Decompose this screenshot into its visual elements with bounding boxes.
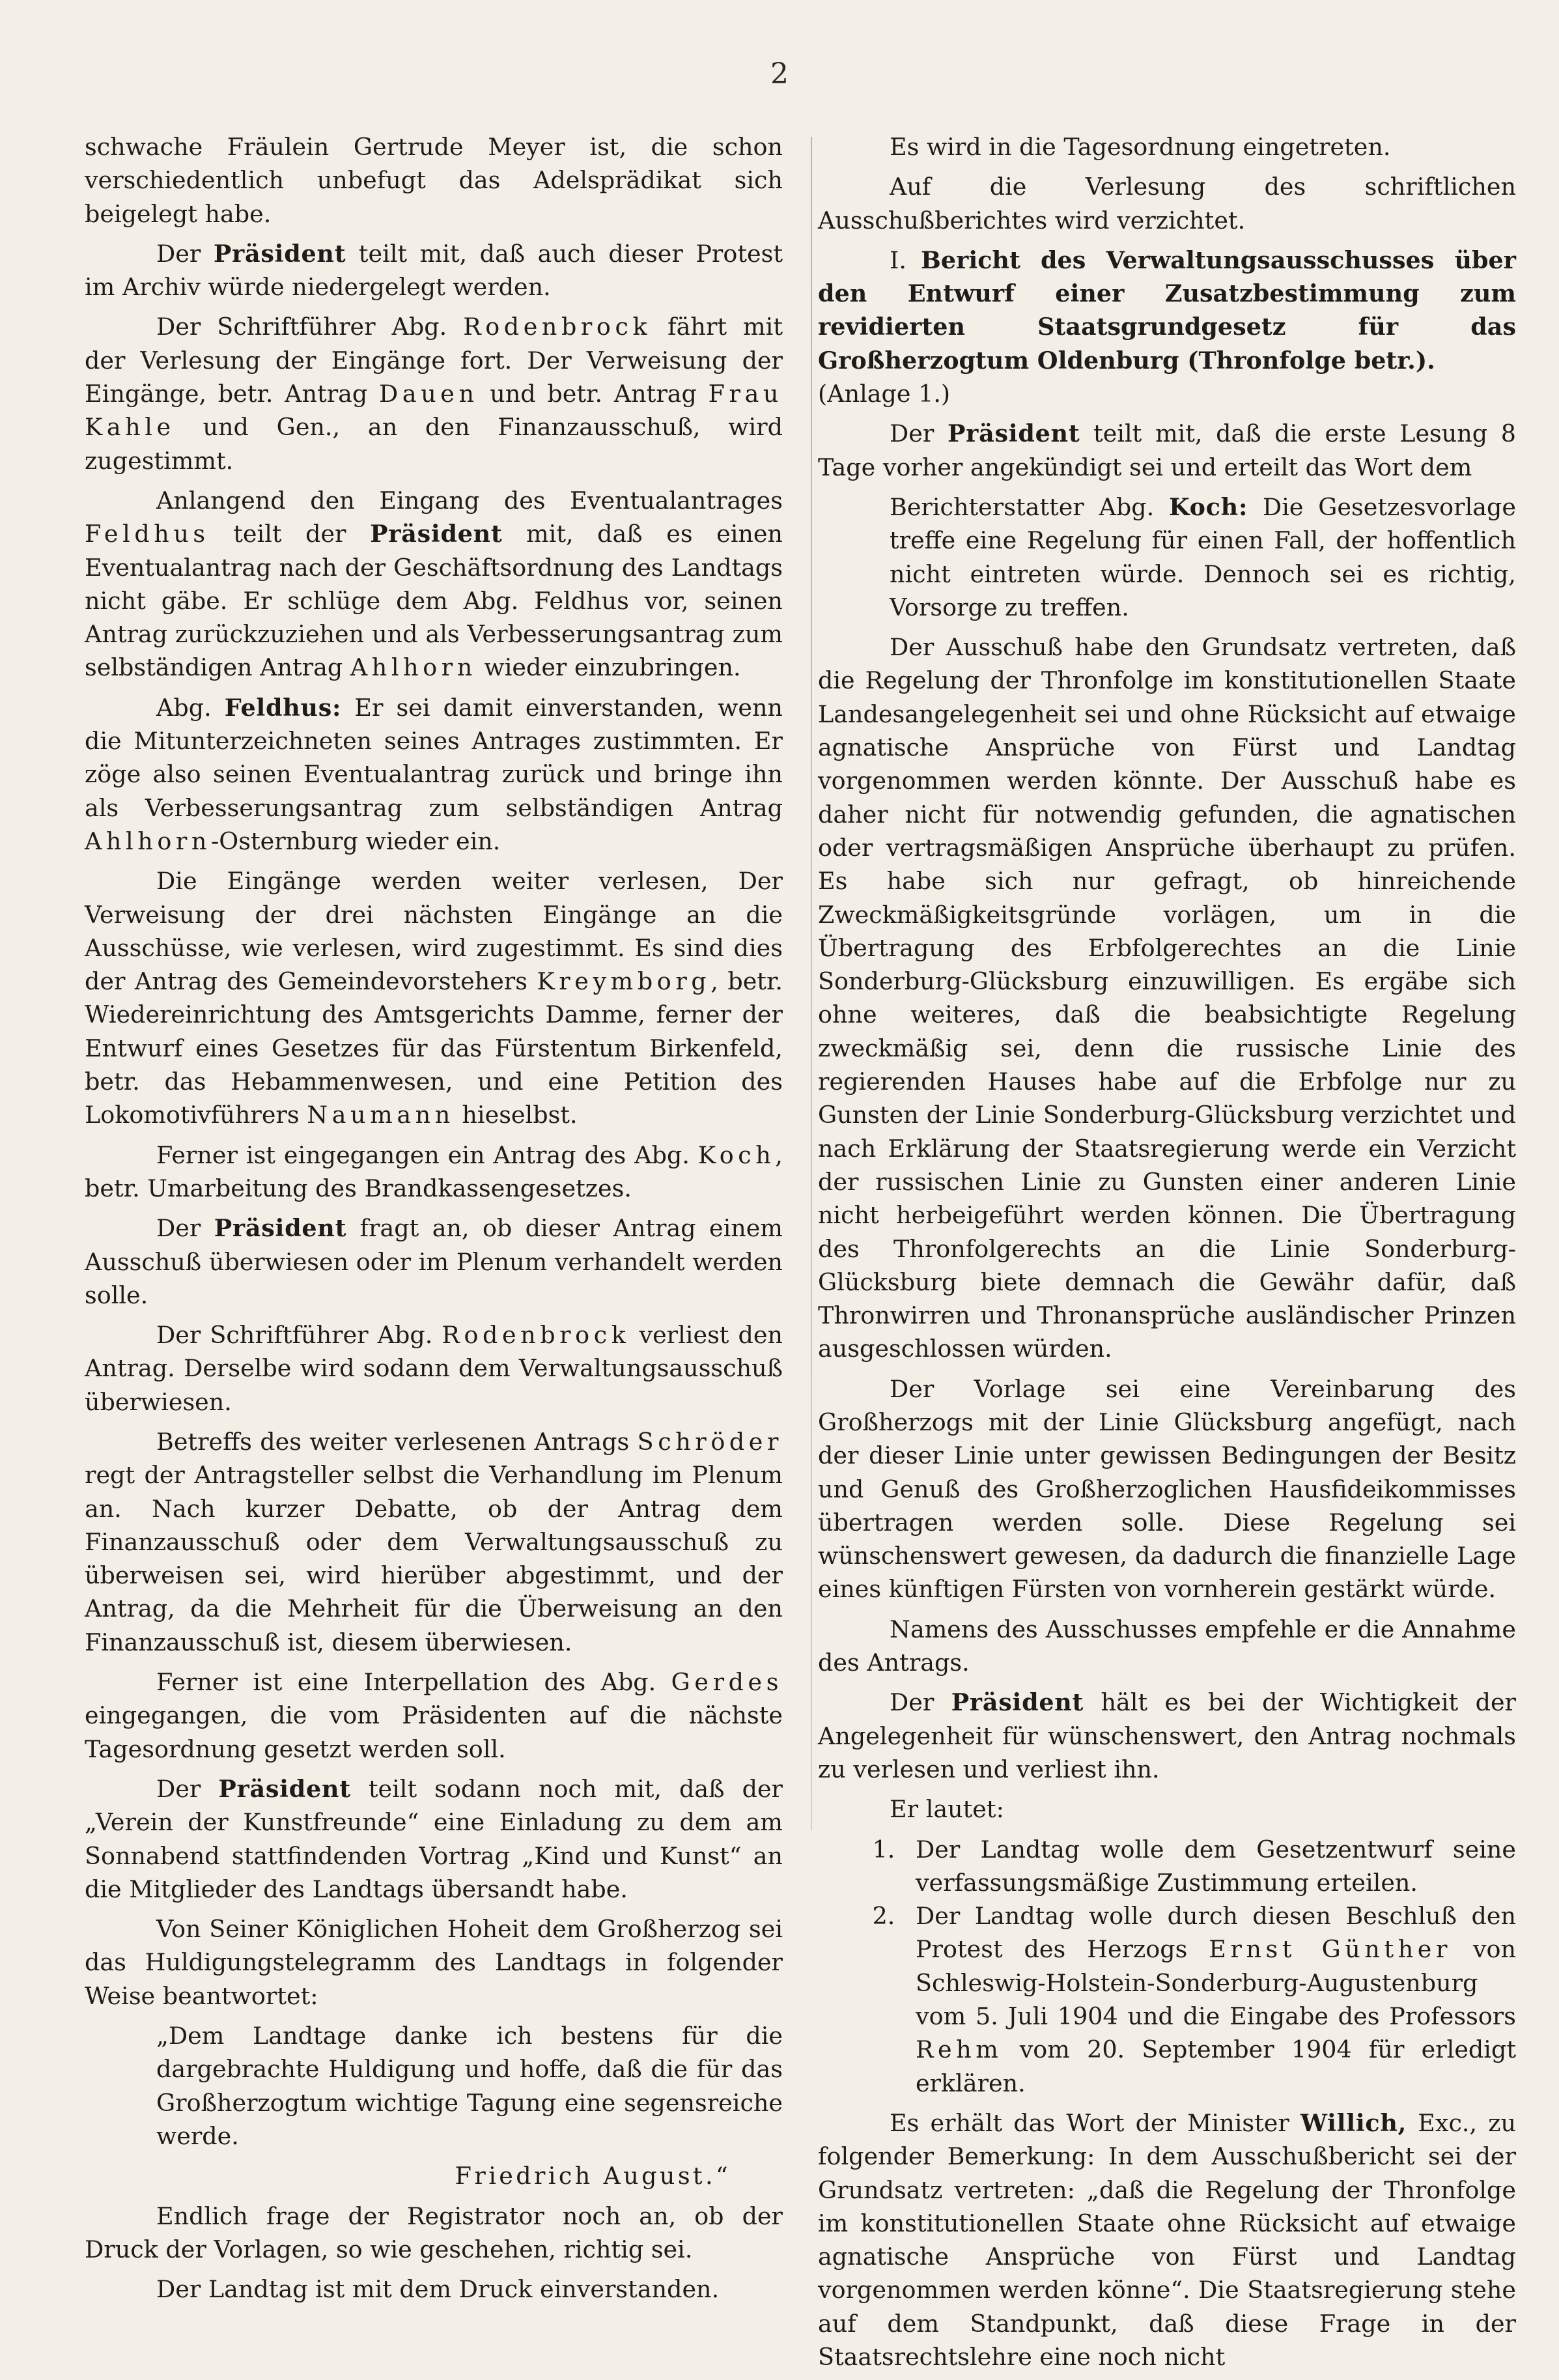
paragraph: Ferner ist eingegangen ein Antrag des Abg. Koch, betr. Umarbeitung des Brandkassengesetzes. [85, 1140, 783, 1202]
paragraph: Der Präsident fragt an, ob dieser Antrag einem Ausschuß überwiesen oder im Plenum verhandelt werden solle. [85, 1214, 783, 1309]
paragraph: Der Präsident teilt mit, daß die erste Lesung 8 Tage vorher angekündigt sei und erteilt das Wort dem [818, 419, 1517, 481]
left-column [85, 130, 783, 2312]
paragraph: Der Präsident hält es bei der Wichtigkeit der Angelegenheit für wünschenswert, den Antrag nochmals zu verlesen und verliest ihn. [818, 1688, 1516, 1783]
paragraph: Endlich frage der Registrator noch an, ob der Druck der Vorlagen, so wie geschehen, richtig sei. [85, 2202, 783, 2263]
speaker-name: Präsident [951, 1688, 1084, 1717]
speaker-name: Feldhus: [224, 693, 342, 722]
telegram-quote: „Dem Landtage danke ich bestens für die dargebrachte Huldigung und hoffe, daß die für das Großherzogtum wichtige Tagung eine segensreiche werde. [156, 2022, 783, 2150]
signature: Friedrich August.“ [455, 2162, 731, 2190]
paragraph: schwache Fräulein Gertrude Meyer ist, die schon verschiedentlich unbefugt das Adelsprädikat sich beigelegt habe. [85, 133, 783, 228]
paragraph: Es erhält das Wort der Minister Willich, Exc., zu folgender Bemerkung: In dem Ausschußbericht sei der Grundsatz vertreten: „daß die Regelung der Thronfolge im konstitutionellen Staate ohne Rücksicht auf etwaige agnatische Ansprüche von Fürst und Landtag vorgenommen werden könne“. Die Staatsregierung stehe auf dem Standpunkt, daß diese Frage in der Staatsrechtslehre eine noch nicht [818, 2108, 1516, 2371]
list-item: 2. Der Landtag wolle durch diesen Beschluß den Protest des Herzogs Ernst Günther von Schleswig-Holstein-Sonderburg-Augustenburg vom 5. Juli 1904 und die Eingabe des Professors Rehm vom 20. September 1904 für erledigt erklären. [903, 1899, 1516, 2100]
speaker-name: Präsident [214, 1214, 347, 1243]
paragraph: Abg. Feldhus: Er sei damit einverstanden, wenn die Mitunterzeichneten seines Antrages zustimmten. Er zöge also seinen Eventualantrag zurück und bringe ihn als Verbesserungsantrag zum selbständigen Antrag Ahlhorn-Osternburg wieder ein. [85, 693, 783, 855]
paragraph: Von Seiner Königlichen Hoheit dem Großherzog sei das Huldigungstelegramm des Landtags in folgender Weise beantwortet: [85, 1915, 783, 2010]
speaker-name: Präsident [370, 520, 503, 548]
paragraph: Der Ausschuß habe den Grundsatz vertreten, daß die Regelung der Thronfolge im konstitutionellen Staate Landesangelegenheit sei und ohne Rücksicht auf etwaige agnatische Ansprüche von Fürst und Landtag vorgenommen werden könnte. Der Ausschuß habe es daher nicht für notwendig gefunden, die agnatischen oder vertragsmäßigen Ansprüche überhaupt zu prüfen. Es habe sich nur gefragt, ob hinreichende Zweckmäßigkeitsgründe vorlägen, um in die Übertragung des Erbfolgerechtes an die Linie Sonderburg-Glücksburg einzuwilligen. Es ergäbe sich ohne weiteres, daß die beabsichtigte Regelung zweckmäßig sei, denn die russische Linie des regierenden Hauses habe auf die Erbfolge nur zu Gunsten der Linie Sonderburg-Glücksburg verzichtet und nach Erklärung der Staatsregierung werde ein Verzicht der russischen Linie zu Gunsten einer anderen Linie nicht herbeigeführt werden können. Die Übertragung des Thronfolgerechts an die Linie Sonderburg-Glücksburg biete demnach die Gewähr dafür, daß Thronwirren und Thronansprüche ausländischer Prinzen ausgeschlossen würden. [818, 633, 1516, 1363]
paragraph: Anlangend den Eingang des Eventualantrages Feldhus teilt der Präsident mit, daß es einen Eventualantrag nach der Geschäftsordnung des Landtags nicht gäbe. Er schlüge dem Abg. Feldhus vor, seinen Antrag zurückzuziehen und als Verbesserungsantrag zum selbständigen Antrag Ahlhorn wieder einzubringen. [85, 486, 783, 682]
paragraph: Der Schriftführer Abg. Rodenbrock verliest den Antrag. Derselbe wird sodann dem Verwaltungsausschuß überwiesen. [85, 1321, 783, 1416]
paragraph: Berichterstatter Abg. Koch: Die Gesetzesvorlage treffe eine Regelung für einen Fall, der hoffentlich nicht eintreten würde. Dennoch sei es richtig, Vorsorge zu treffen. [890, 492, 1516, 621]
paragraph: Der Schriftführer Abg. Rodenbrock fährt mit der Verlesung der Eingänge fort. Der Verweisung der Eingänge, betr. Antrag Dauen und betr. Antrag Frau Kahle und Gen., an den Finanzausschuß, wird zugestimmt. [85, 313, 783, 475]
paragraph: Der Landtag ist mit dem Druck einverstanden. [156, 2275, 720, 2304]
paragraph: Der Präsident teilt mit, daß auch dieser Protest im Archiv würde niedergelegt werden. [85, 239, 783, 302]
paragraph: Es wird in die Tagesordnung eingetreten. [890, 133, 1391, 161]
paragraph: Die Eingänge werden weiter verlesen, Der Verweisung der drei nächsten Eingänge an die Ausschüsse, wie verlesen, wird zugestimmt. Es sind dies der Antrag des Gemeindevorstehers Kreymborg, betr. Wiedereinrichtung des Amtsgerichts Damme, ferner der Entwurf eines Gesetzes für das Fürstentum Birkenfeld, betr. das Hebammenwesen, und eine Petition des Lokomotivführers Naumann hieselbst. [85, 867, 783, 1129]
paragraph: Er lautet: [890, 1795, 1004, 1824]
section-heading: I. Bericht des Verwaltungsausschusses über den Entwurf einer Zusatzbestimmung zum revidierten Staatsgrundgesetz für das Großherzogtum Oldenburg (Thronfolge betr.). (Anlage 1.) [818, 246, 1516, 408]
speaker-name: Präsident [218, 1774, 351, 1803]
speaker-name: Willich, [1300, 2108, 1407, 2137]
speaker-name: Koch: [1169, 492, 1248, 521]
motion-list [818, 1833, 1516, 2100]
paragraph: Auf die Verlesung des schriftlichen Ausschußberichtes wird verzichtet. [818, 173, 1516, 234]
paragraph: Namens des Ausschusses empfehle er die Annahme des Antrags. [818, 1615, 1516, 1677]
speaker-name: Präsident [947, 419, 1080, 448]
column-divider [811, 137, 812, 1830]
paragraph: Der Vorlage sei eine Vereinbarung des Großherzogs mit der Linie Glücksburg angefügt, nach der dieser Linie unter gewissen Bedingungen der Besitz und Genuß des Großherzoglichen Hausfideikommisses übertragen werden solle. Diese Regelung sei wünschenswert gewesen, da dadurch die finanzielle Lage eines künftigen Fürsten von vornherein gestärkt würde. [818, 1374, 1516, 1604]
paragraph: Der Präsident teilt sodann noch mit, daß der „Verein der Kunstfreunde“ eine Einladung zu dem am Sonnabend stattfindenden Vortrag „Kind und Kunst“ an die Mitglieder des Landtags übersandt habe. [85, 1774, 783, 1903]
list-item: 1. Der Landtag wolle dem Gesetzentwurf seine verfassungsmäßige Zustimmung erteilen. [903, 1833, 1516, 1900]
page-number: 2 [770, 57, 789, 91]
speaker-name: Präsident [213, 239, 346, 268]
paragraph: Ferner ist eine Interpellation des Abg. Gerdes eingegangen, die vom Präsidenten auf die nächste Tagesordnung gesetzt werden soll. [85, 1668, 783, 1763]
paragraph: Betreffs des weiter verlesenen Antrags Schröder regt der Antragsteller selbst die Verhandlung im Plenum an. Nach kurzer Debatte, ob der Antrag dem Finanzausschuß oder dem Verwaltungsausschuß zu überweisen sei, wird hierüber abgestimmt, und der Antrag, da die Mehrheit für die Überweisung an den Finanzausschuß ist, diesem überwiesen. [85, 1427, 783, 1656]
right-column [818, 130, 1516, 2380]
